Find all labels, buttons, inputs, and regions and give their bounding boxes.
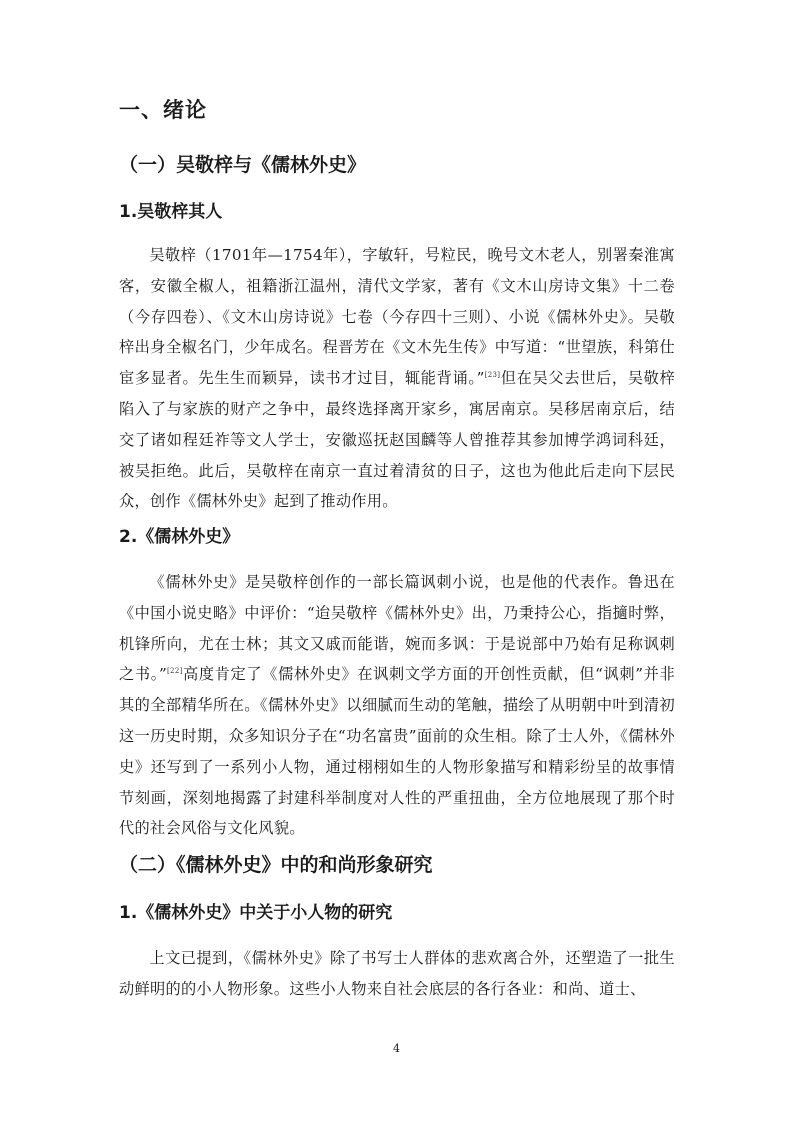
citation-ref: [22] [167,667,183,676]
citation-ref: [23] [484,371,501,380]
subsection-heading-2-1: 1.《儒林外史》中关于小人物的研究 [119,903,393,923]
section-heading-1: （一）吴敬梓与《儒林外史》 [119,154,367,176]
paragraph-text-part: 吴敬梓（1701年—1754年），字敏轩，号粒民，晚号文木老人，别署秦淮寓客，安徽全椒人，祖籍浙江温州，清代文学家，著有《文木山房诗文集》十二卷（今存四卷）、《文木山房诗说》七卷（今存四十三则）、小说《儒林外史》。吴敬梓出身全椒名门，少年成名。程晋芳在《文木先生传》中写道：“世望族，科第仕宦多显者。先生生而颖异，读书才过目，辄能背诵。” [119,246,675,388]
paragraph-rulin-waishi [119,567,675,844]
paragraph-text-part: 高度肯定了《儒林外史》在讽刺文学方面的开创性贡献，但“讽刺”并非其的全部精华所在。《儒林外史》以细腻而生动的笔触，描绘了从明朝中叶到清初这一历史时期，众多知识分子在“功名富贵”面前的众生相。除了士人外，《儒林外史》还写到了一系列小人物，通过栩栩如生的人物形象描写和精彩纷呈的故事情节刻画，深刻地揭露了封建科举制度对人性的严重扭曲，全方位地展现了那个时代的社会风俗与文化风貌。 [119,665,675,838]
page-number: 4 [393,1042,400,1055]
subsection-heading-1-1: 1.吴敬梓其人 [119,202,223,222]
subsection-heading-1-2: 2.《儒林外史》 [119,527,240,547]
paragraph-minor-characters: 上文已提到，《儒林外史》除了书写士人群体的悲欢离合外，还塑造了一批生动鲜明的的小人物形象。这些小人物来自社会底层的各行各业：和尚、道士、 [119,949,675,998]
paragraph-text-part: 但在吴父去世后，吴敬梓陷入了与家族的财产之争中，最终选择离开家乡，寓居南京。吴移居南京后，结交了诸如程廷祚等文人学士，安徽巡抚赵国麟等人曾推荐其参加博学鸿词科廷，被吴拒绝。此后，吴敬梓在南京一直过着清贫的日子，这也为他此后走向下层民众，创作《儒林外史》起到了推动作用。 [119,369,675,511]
paragraph-text-part: 《儒林外史》是吴敬梓创作的一部长篇讽刺小说，也是他的代表作。鲁迅在《中国小说史略》中评价：“迨吴敬梓《儒林外史》出，乃秉持公心，指擿时弊，机锋所向，尤在士林；其文又戚而能谐，婉而多讽：于是说部中乃始有足称讽刺之书。” [119,573,675,684]
paragraph-wu-jingzi [119,240,675,517]
chapter-heading: 一、绪论 [119,98,207,122]
section-heading-2: （二）《儒林外史》中的和尚形象研究 [119,854,433,876]
